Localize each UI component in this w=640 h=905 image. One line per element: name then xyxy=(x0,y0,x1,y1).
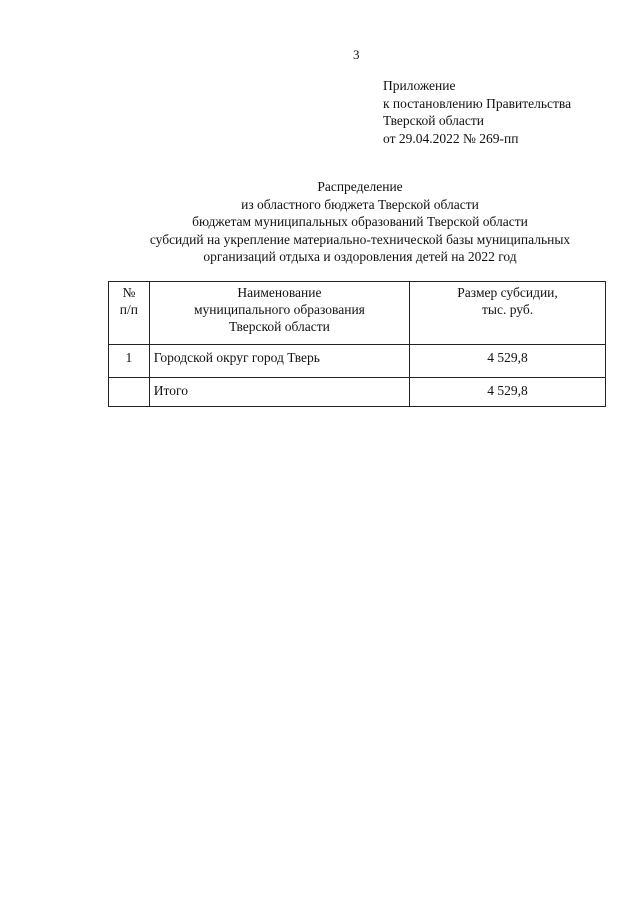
distribution-table xyxy=(108,281,606,407)
appendix-header xyxy=(383,77,571,147)
appendix-line: Приложение xyxy=(383,78,456,93)
header-num-line: п/п xyxy=(119,302,138,317)
appendix-line: Тверской области xyxy=(383,113,484,128)
title-line: организаций отдыха и оздоровления детей на 2022 год xyxy=(203,249,517,264)
header-amount-line: Размер субсидии, xyxy=(457,285,558,300)
header-num-line: № xyxy=(122,285,136,300)
header-name-line: муниципального образования xyxy=(193,302,365,317)
row-amount: 4 529,8 xyxy=(410,345,606,378)
total-num xyxy=(109,378,150,407)
document-title xyxy=(100,178,620,266)
title-line: Распределение xyxy=(317,179,403,194)
table-header-row xyxy=(109,282,606,345)
row-name: Городской округ город Тверь xyxy=(149,345,409,378)
title-line: субсидий на укрепление материально-технической базы муниципальных xyxy=(149,231,571,247)
total-label: Итого xyxy=(149,378,409,407)
header-num xyxy=(109,282,150,345)
header-amount xyxy=(410,282,606,345)
appendix-line: к постановлению Правительства xyxy=(383,95,572,111)
total-amount: 4 529,8 xyxy=(410,378,606,407)
title-line: бюджетам муниципальных образований Тверской области xyxy=(192,214,528,229)
table-row xyxy=(109,345,606,378)
title-line: из областного бюджета Тверской области xyxy=(241,196,479,212)
header-name xyxy=(149,282,409,345)
appendix-date-number: от 29.04.2022 № 269-пп xyxy=(383,130,519,146)
header-amount-line: тыс. руб. xyxy=(481,302,534,317)
page-number: 3 xyxy=(353,47,360,62)
header-name-line: Тверской области xyxy=(228,319,330,334)
row-num: 1 xyxy=(109,345,150,378)
table-total-row xyxy=(109,378,606,407)
header-name-line: Наименование xyxy=(237,285,322,300)
